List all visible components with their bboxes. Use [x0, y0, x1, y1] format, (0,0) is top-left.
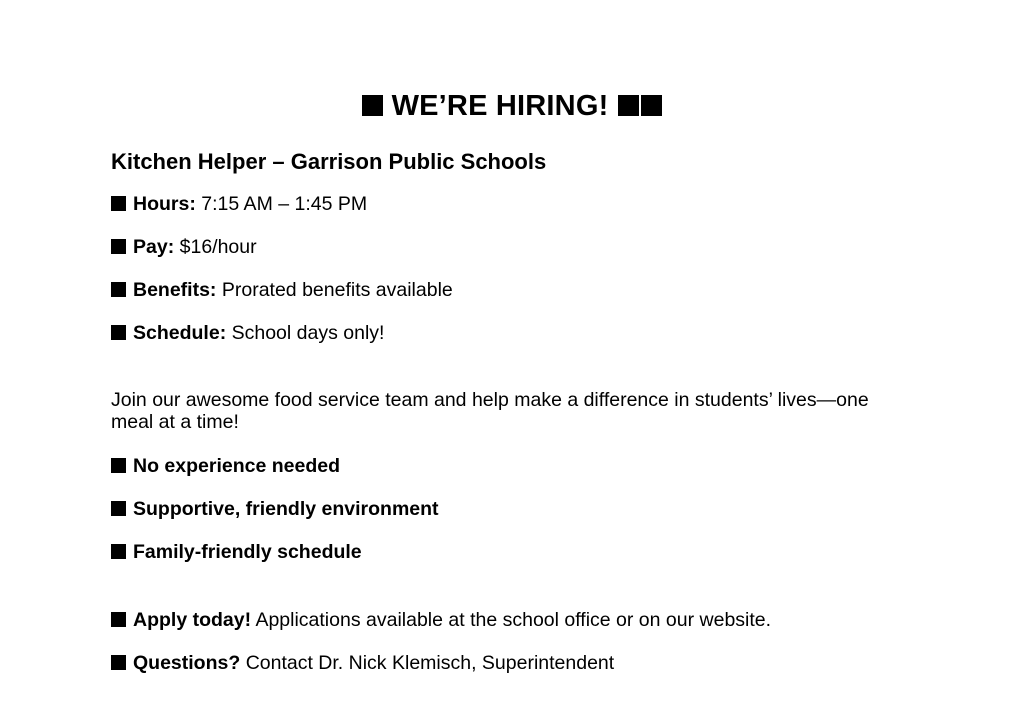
detail-label: Schedule: — [133, 322, 227, 344]
perk-text: No experience needed — [133, 455, 340, 477]
detail-label: Benefits: — [133, 279, 217, 301]
square-bullet-icon — [362, 95, 383, 116]
square-bullet-icon — [111, 325, 126, 340]
questions-line — [111, 651, 614, 675]
apply-label: Apply today! — [133, 609, 252, 631]
headline — [0, 88, 1024, 124]
job-title: Kitchen Helper – Garrison Public Schools — [111, 149, 547, 174]
detail-value: School days only! — [231, 322, 385, 344]
detail-label: Hours: — [133, 193, 196, 215]
detail-label: Pay: — [133, 236, 175, 258]
intro-paragraph: Join our awesome food service team and help make a difference in students’ lives—one meal at a time! — [111, 389, 869, 433]
square-bullet-icon — [111, 501, 126, 516]
square-bullet-icon — [111, 196, 126, 211]
questions-label: Questions? — [133, 652, 241, 674]
perk-text: Family-friendly schedule — [133, 541, 362, 563]
perk-text: Supportive, friendly environment — [133, 498, 439, 520]
square-bullet-icon — [111, 544, 126, 559]
detail-hours — [111, 192, 367, 216]
perk-item — [111, 454, 340, 478]
perk-item — [111, 540, 362, 564]
detail-pay — [111, 235, 257, 259]
square-bullet-icon — [641, 95, 662, 116]
perk-item — [111, 497, 439, 521]
apply-line — [111, 608, 771, 632]
square-bullet-icon — [111, 458, 126, 473]
square-bullet-icon — [111, 612, 126, 627]
questions-value: Contact Dr. Nick Klemisch, Superintendent — [245, 652, 615, 674]
square-bullet-icon — [618, 95, 639, 116]
detail-value: Prorated benefits available — [221, 279, 453, 301]
square-bullet-icon — [111, 239, 126, 254]
headline-text: WE’RE HIRING! — [391, 90, 609, 122]
detail-benefits — [111, 278, 453, 302]
apply-value: Applications available at the school office or on our website. — [255, 609, 772, 631]
detail-schedule — [111, 321, 384, 345]
square-bullet-icon — [111, 655, 126, 670]
detail-value: 7:15 AM – 1:45 PM — [201, 193, 368, 215]
detail-value: $16/hour — [179, 236, 257, 258]
square-bullet-icon — [111, 282, 126, 297]
